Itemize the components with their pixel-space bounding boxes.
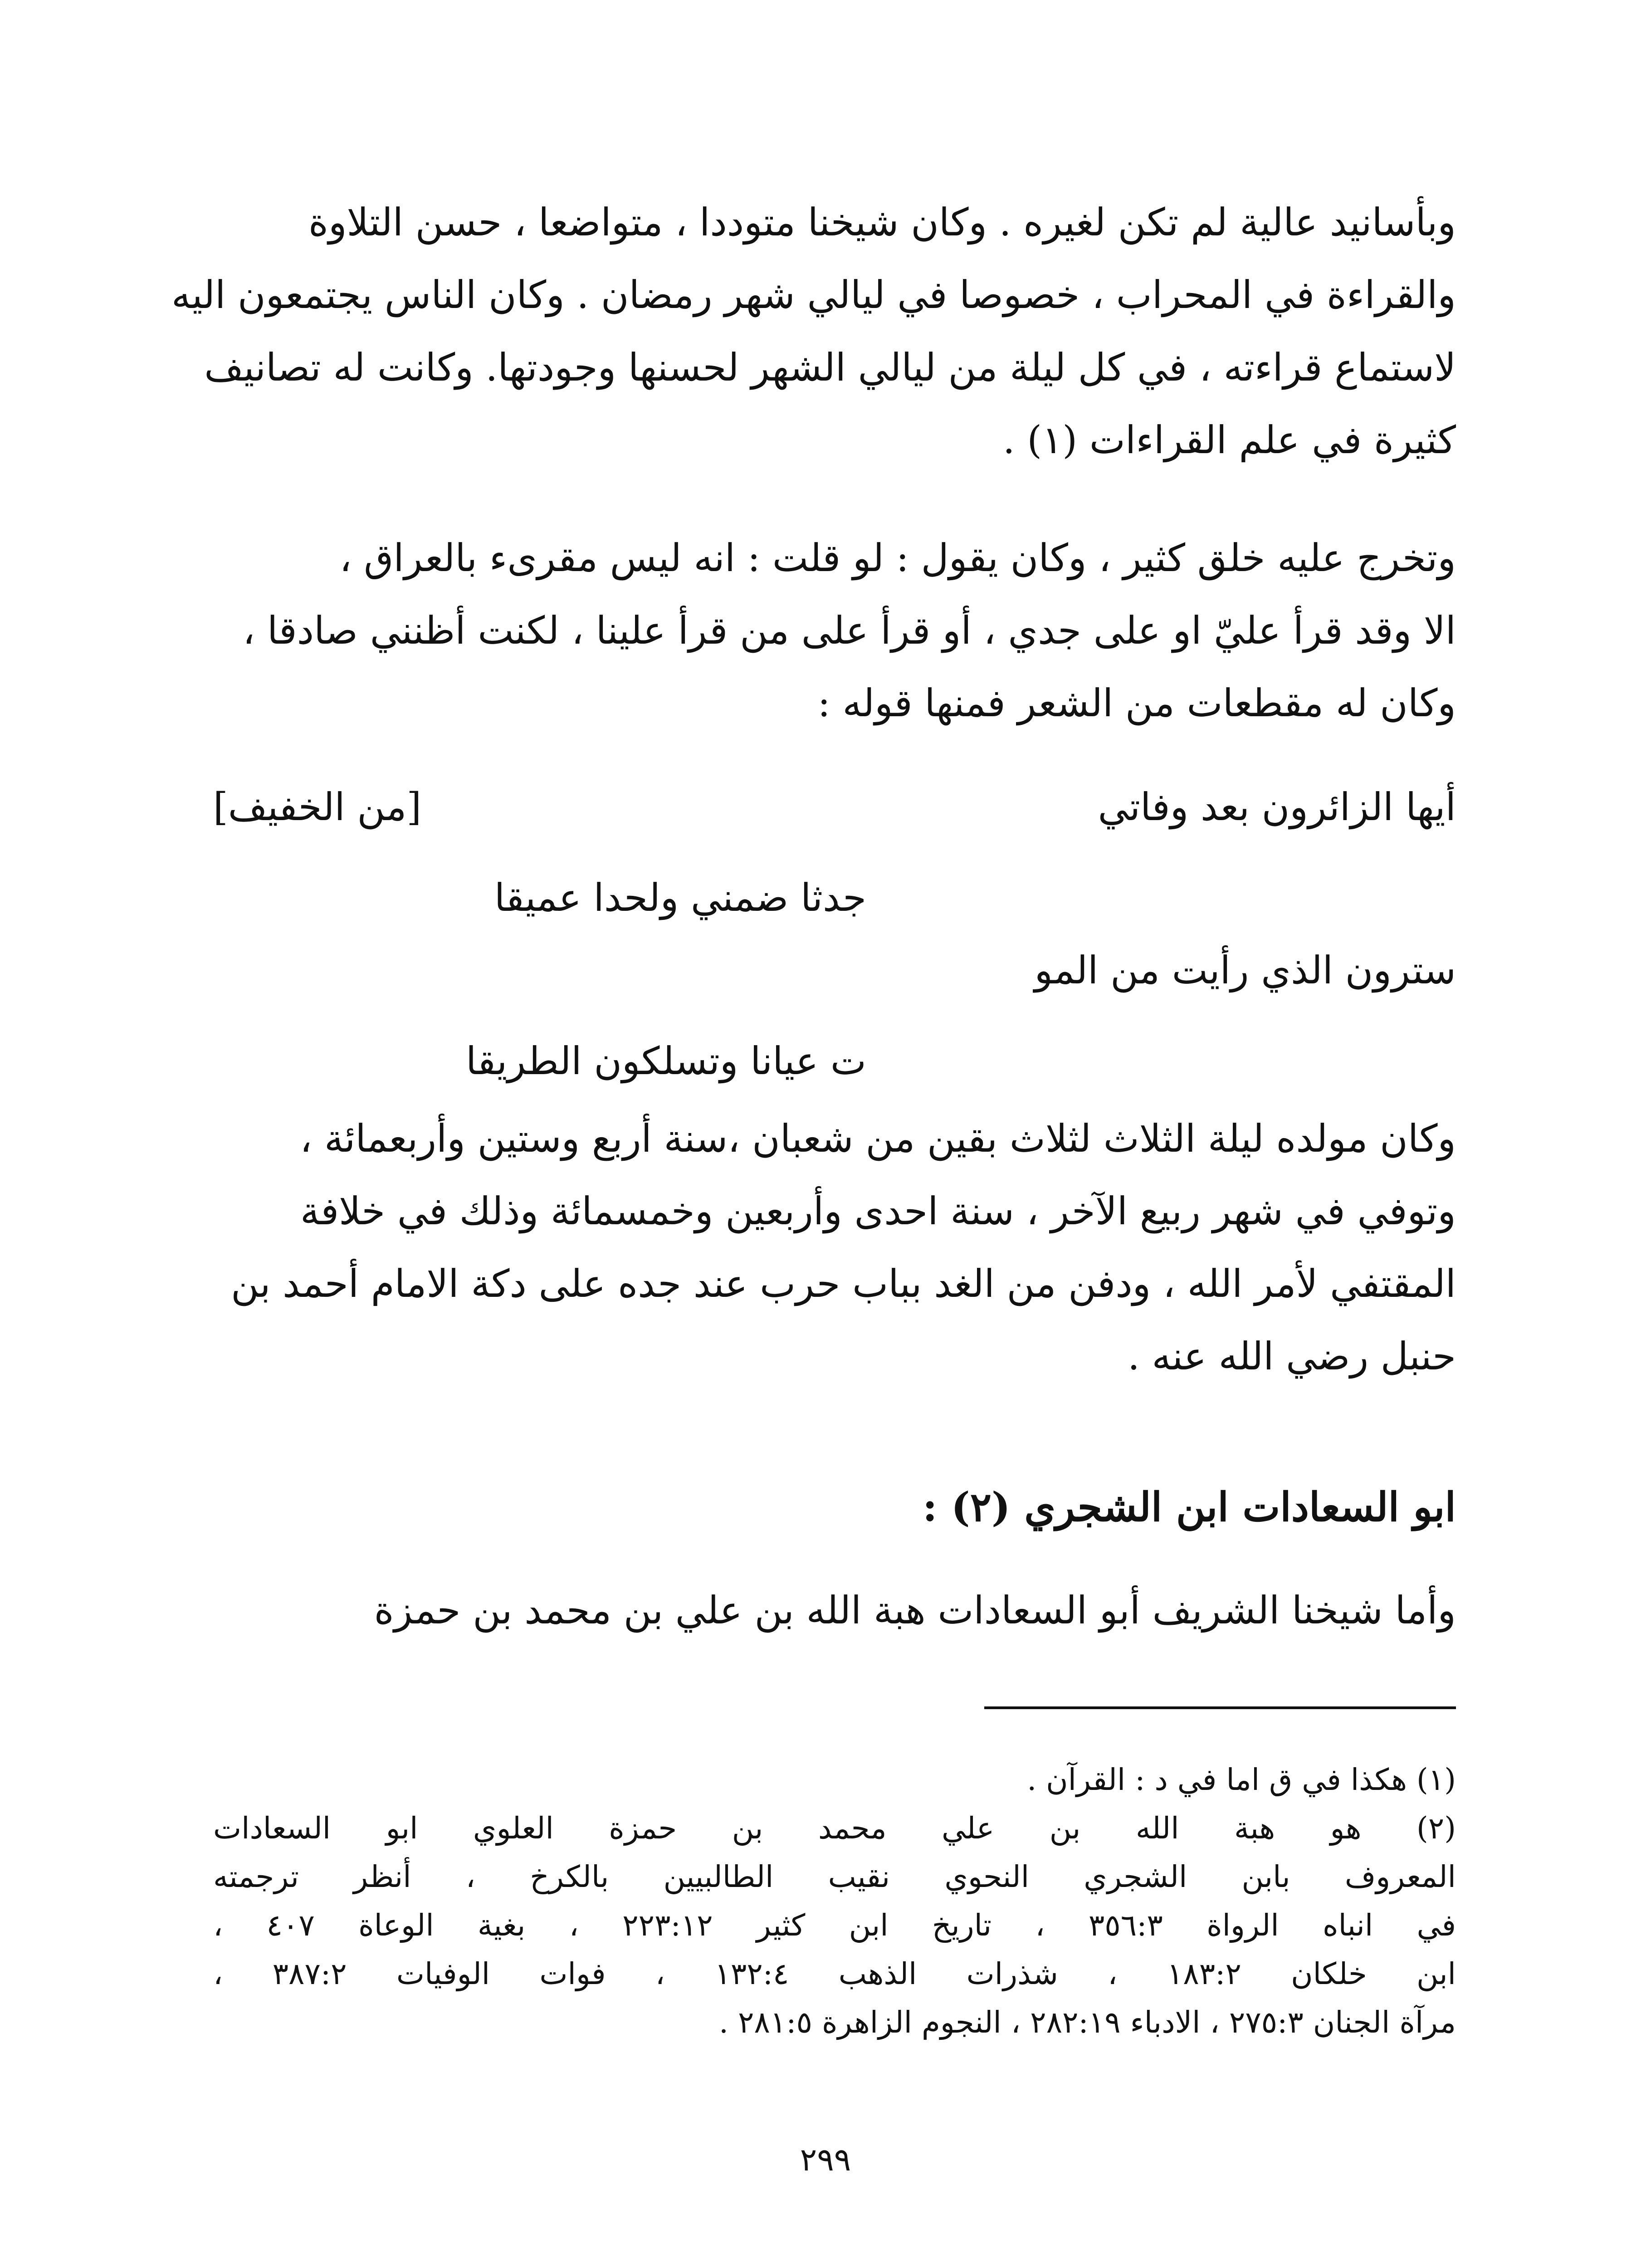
text-line: وكان مولده ليلة الثلاث لثلاث بقين من شعبان ،سنة أربع وستين وأربعمائة ، (300, 1116, 1456, 1161)
footnote-divider (984, 1706, 1456, 1709)
poem-verse: ت عيانا وتسلكون الطريقا (465, 1039, 866, 1083)
page-number: ٢٩٩ (800, 2141, 851, 2178)
text-line: والقراءة في المحراب ، خصوصا في ليالي شهر رمضان . وكان الناس يجتمعون اليه (171, 273, 1456, 317)
footnote-2 (213, 1804, 1456, 2047)
paragraph-students (213, 522, 1456, 739)
text-line: وتوفي في شهر ربيع الآخر ، سنة احدى وأربعين وخمسمائة وذلك في خلافة (300, 1189, 1456, 1233)
section-heading: ابو السعادات ابن الشجري (٢) : (922, 1483, 1456, 1530)
poem-verse: سترون الذي رأيت من المو (1034, 948, 1456, 992)
text-line: وبأسانيد عالية لم تكن لغيره . وكان شيخنا متوددا ، متواضعا ، حسن التلاوة (308, 200, 1456, 244)
poem-meter: [من الخفيف] (213, 785, 422, 829)
text-line: وتخرج عليه خلق كثير ، وكان يقول : لو قلت : انه ليس مقرىء بالعراق ، (339, 536, 1456, 580)
paragraph-birth-death (213, 1102, 1456, 1393)
text-line: وكان له مقطعات من الشعر فمنها قوله : (817, 681, 1456, 725)
footnote-line: (٢) هو هبة الله بن علي محمد بن حمزة العلوي ابو السعادات (213, 1811, 1456, 1846)
footnote-line: (١) هكذا في ق اما في د : القرآن . (1027, 1762, 1456, 1797)
paragraph-ibn-shajari (213, 1574, 1456, 1647)
text-line: المقتفي لأمر الله ، ودفن من الغد بباب حرب عند جده على دكة الامام أحمد بن (231, 1261, 1456, 1306)
footnotes (213, 1755, 1456, 2047)
text-line: كثيرة في علم القراءات (١) . (1003, 418, 1456, 462)
poem-verse: جدثا ضمني ولحدا عميقا (494, 875, 866, 920)
paragraph-recitation (171, 186, 1456, 476)
poem-verse: أيها الزائرون بعد وفاتي (1098, 785, 1456, 829)
footnote-line: مرآة الجنان ٢٧٥:٣ ، الادباء ٢٨٢:١٩ ، النجوم الزاهرة ٢٨١:٥ . (718, 2005, 1456, 2040)
footnote-line: في انباه الرواة ٣٥٦:٣ ، تاريخ ابن كثير ٢٢٣:١٢ ، بغية الوعاة ٤٠٧ ، (213, 1908, 1456, 1943)
text-line: حنبل رضي الله عنه . (1128, 1334, 1456, 1378)
footnote-1 (213, 1755, 1456, 1804)
text-line: الا وقد قرأ عليّ او على جدي ، أو قرأ على من قرأ علينا ، لكنت أظنني صادقا ، (243, 608, 1456, 653)
text-line: لاستماع قراءته ، في كل ليلة من ليالي الشهر لحسنها وجودتها. وكانت له تصانيف (204, 345, 1456, 390)
footnote-line: ابن خلكان ١٨٣:٢ ، شذرات الذهب ١٣٢:٤ ، فوات الوفيات ٣٨٧:٢ ، (213, 1956, 1456, 1991)
poem (213, 785, 1456, 1120)
footnote-line: المعروف بابن الشجري النحوي نقيب الطالبيين بالكرخ ، أنظر ترجمته (213, 1859, 1456, 1894)
text-line: وأما شيخنا الشريف أبو السعادات هبة الله بن علي بن محمد بن حمزة (374, 1588, 1456, 1633)
